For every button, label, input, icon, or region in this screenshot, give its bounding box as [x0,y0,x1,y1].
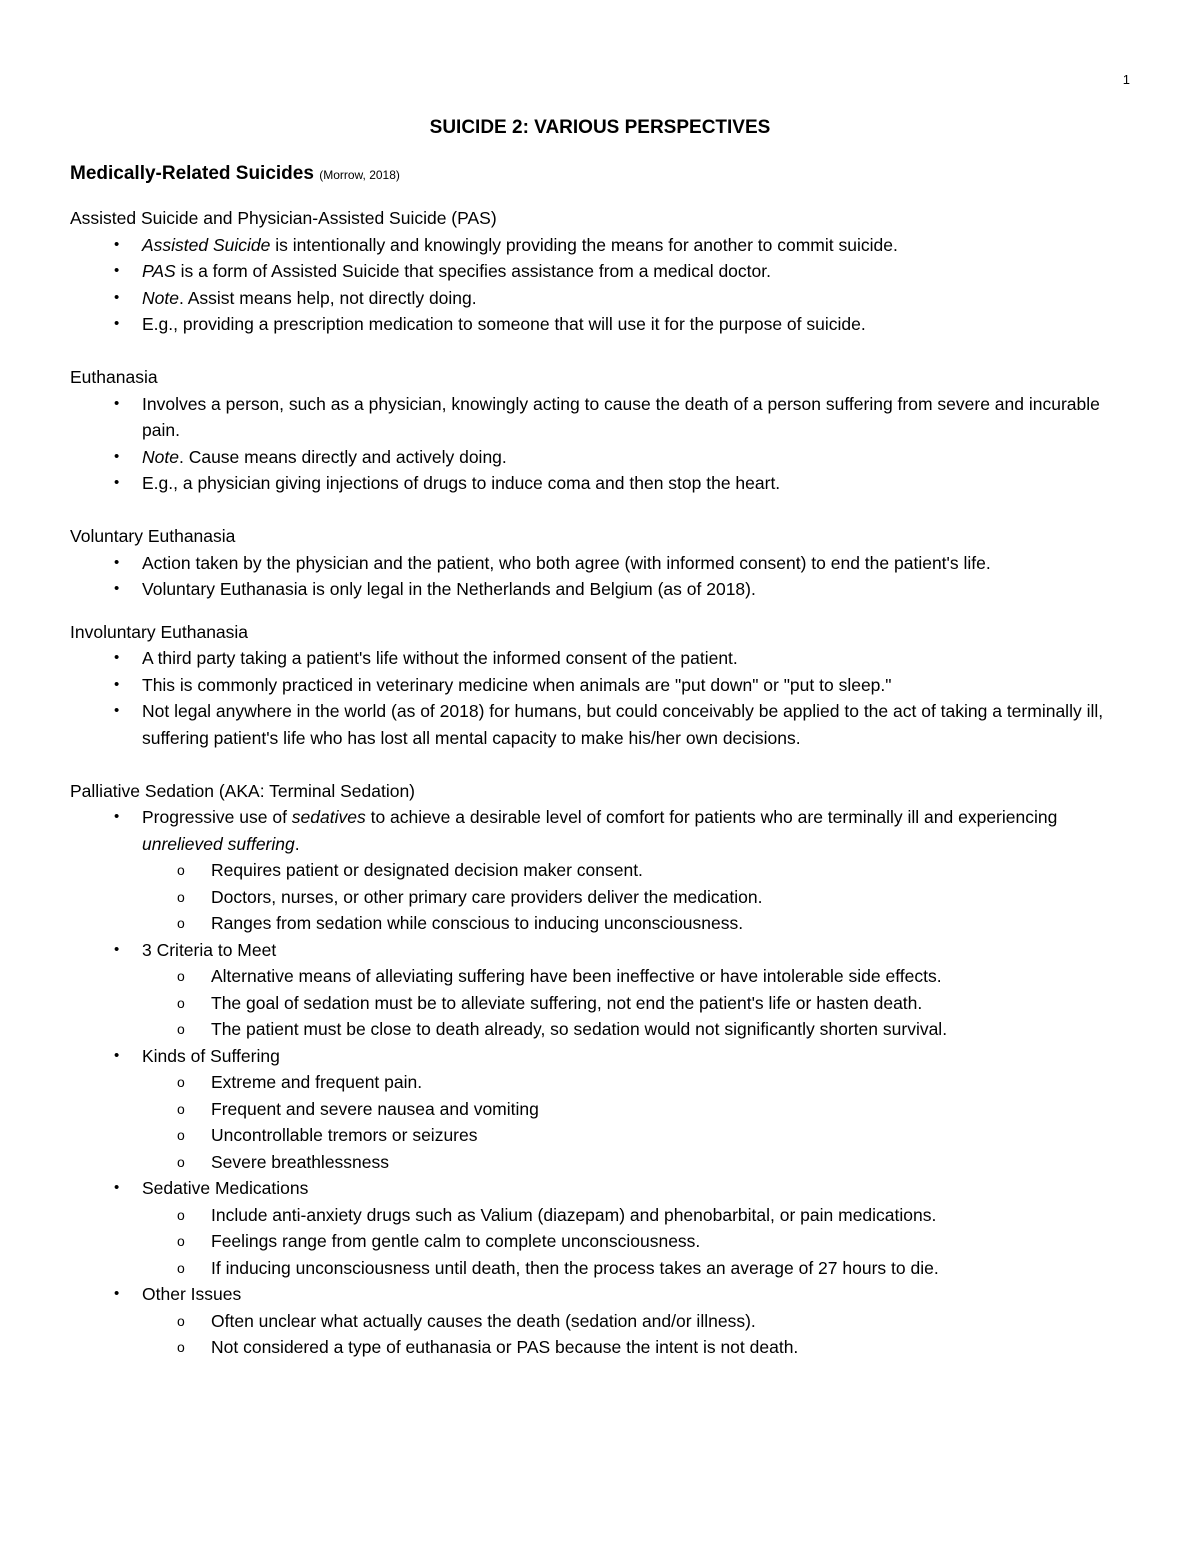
sub-list-item [70,857,1135,884]
bullet-icon: • [114,702,120,719]
sub-list-item [70,990,1135,1017]
term-pas: PAS [142,261,176,281]
list-item [70,550,1135,577]
list-item-text: . Assist means help, not directly doing. [178,287,477,308]
list-item-text: E.g., providing a prescription medication to someone that will use it for the purpose of suicide. [142,314,866,334]
sublist-sedation-use [142,857,1135,937]
list-item [70,645,1135,672]
sub-list-item [70,1069,1135,1096]
sub-bullet-icon: o [177,1233,185,1249]
sublist-criteria [142,963,1135,1043]
list-palliative-sedation [70,804,1135,1361]
list-item-text: is a form of Assisted Suicide that specifies assistance from a medical doctor. [175,261,771,281]
heading-euthanasia: Euthanasia [70,367,158,387]
sub-list-item [70,1228,1135,1255]
sub-list-item [70,1149,1135,1176]
sub-bullet-icon: o [177,1100,185,1117]
term-unrelieved-suffering: unrelieved suffering [142,833,295,854]
section-citation: (Morrow, 2018) [319,168,400,182]
sub-list-item-text: Requires patient or designated decision maker consent. [211,860,643,880]
list-item-text: to achieve a desirable level of comfort for patients who are terminally ill and experiencing [365,807,1058,827]
list-item [70,937,1135,1043]
term-assisted-suicide: Assisted Suicide [142,234,271,255]
bullet-icon: • [114,394,120,412]
sub-list-item [70,1202,1135,1229]
sublist-kinds-of-suffering [142,1069,1135,1175]
bullet-icon: • [114,262,120,279]
list-item [70,232,1135,259]
list-item [70,391,1135,444]
term-note: Note [142,287,179,308]
bullet-icon: • [114,1285,120,1302]
sub-bullet-icon: o [177,915,185,931]
list-item [70,672,1135,699]
sub-list-item-text: Doctors, nurses, or other primary care providers deliver the medication. [211,886,763,907]
sub-list-item [70,1096,1135,1123]
list-item [70,1281,1135,1361]
list-euthanasia [70,391,1135,497]
sub-bullet-icon: o [177,994,185,1011]
sub-list-item [70,1122,1135,1149]
list-item [70,311,1135,338]
list-item-text: Involves a person, such as a physician, knowingly acting to cause the death of a person suffering from severe and incurable pain. [142,393,1100,440]
bullet-icon: • [114,940,120,958]
bullet-icon: • [114,474,120,491]
sub-bullet-icon: o [177,1127,185,1143]
list-item-text: . [294,833,300,854]
sub-list-item [70,1308,1135,1335]
document-title: SUICIDE 2: VARIOUS PERSPECTIVES [429,117,771,138]
sub-list-item [70,1016,1135,1043]
list-item [70,285,1135,312]
sub-bullet-icon: o [177,1339,185,1355]
list-involuntary-euthanasia [70,645,1135,751]
sub-bullet-icon: o [177,1312,185,1329]
sub-list-item [70,1255,1135,1282]
sub-list-item-text: Alternative means of alleviating suffering have been ineffective or have intolerable side effects. [211,966,942,986]
list-item [70,444,1135,471]
sub-bullet-icon: o [177,968,185,984]
sub-list-item-text: Feelings range from gentle calm to complete unconsciousness. [211,1231,701,1251]
bullet-icon: • [114,808,120,825]
page-number: 1 [1122,72,1130,87]
sub-list-item [70,884,1135,911]
list-item [70,1175,1135,1281]
bullet-icon: • [114,315,120,332]
list-item [70,576,1135,603]
list-item-text: Progressive use of [142,807,292,827]
bullet-icon: • [114,553,120,571]
section-heading [70,160,1135,189]
sublist-other-issues [142,1308,1135,1361]
sub-list-item-text: Severe breathlessness [211,1151,390,1172]
sub-list-item [70,1334,1135,1361]
sub-bullet-icon: o [177,1206,185,1223]
list-item-text: Action taken by the physician and the patient, who both agree (with informed consent) to end the patient's life. [142,552,991,573]
document-body [70,160,1135,1361]
sub-bullet-icon: o [177,1153,185,1170]
sub-list-item-text: Uncontrollable tremors or seizures [211,1125,478,1145]
list-item [70,470,1135,497]
list-item-text: Other Issues [142,1284,242,1304]
sublist-sedative-medications [142,1202,1135,1282]
heading-voluntary-euthanasia: Voluntary Euthanasia [70,526,236,546]
bullet-icon: • [114,1046,120,1064]
list-item-text: Sedative Medications [142,1178,309,1198]
list-item-text: Kinds of Suffering [142,1045,280,1066]
bullet-icon: • [114,649,120,666]
section-heading-text: Medically-Related Suicides [70,163,314,184]
sub-bullet-icon: o [177,888,185,905]
list-item-text: 3 Criteria to Meet [142,939,277,960]
bullet-icon: • [114,1179,120,1196]
sub-list-item [70,910,1135,937]
list-item-text: Not legal anywhere in the world (as of 2018) for humans, but could conceivably be applied to the act of taking a terminally ill, suffering patient's life who has lost all mental capacity to make his/her own decisions. [142,701,1104,748]
sub-list-item-text: Include anti-anxiety drugs such as Valium (diazepam) and phenobarbital, or pain medications. [211,1204,937,1225]
term-sedatives: sedatives [291,807,366,827]
list-item-text: is intentionally and knowingly providing the means for another to commit suicide. [270,234,898,255]
bullet-icon: • [114,288,120,306]
sub-bullet-icon: o [177,1021,185,1037]
list-item-text: A third party taking a patient's life without the informed consent of the patient. [142,648,738,668]
list-item-text: Voluntary Euthanasia is only legal in the Netherlands and Belgium (as of 2018). [142,579,756,599]
list-item [70,1043,1135,1176]
sub-list-item-text: The patient must be close to death already, so sedation would not significantly shorten survival. [211,1019,948,1039]
list-item-text: This is commonly practiced in veterinary medicine when animals are "put down" or "put to sleep." [142,674,892,695]
heading-palliative-sedation: Palliative Sedation (AKA: Terminal Sedation) [70,780,416,801]
bullet-icon: • [114,235,120,253]
sub-list-item-text: Ranges from sedation while conscious to inducing unconsciousness. [211,913,744,933]
list-voluntary-euthanasia [70,550,1135,603]
sub-list-item [70,963,1135,990]
sub-bullet-icon: o [177,862,185,878]
term-note: Note [142,446,179,467]
list-assisted-suicide [70,232,1135,338]
sub-bullet-icon: o [177,1074,185,1090]
heading-assisted-suicide: Assisted Suicide and Physician-Assisted Suicide (PAS) [70,208,497,228]
bullet-icon: • [114,580,120,597]
sub-list-item-text: Extreme and frequent pain. [211,1072,423,1092]
sub-list-item-text: If inducing unconsciousness until death, then the process takes an average of 27 hours to die. [211,1257,939,1278]
sub-list-item-text: Not considered a type of euthanasia or PAS because the intent is not death. [211,1337,799,1357]
heading-involuntary-euthanasia: Involuntary Euthanasia [70,621,249,642]
bullet-icon: • [114,447,120,465]
sub-list-item-text: Often unclear what actually causes the death (sedation and/or illness). [211,1310,756,1331]
list-item-text: . Cause means directly and actively doing. [178,446,507,467]
bullet-icon: • [114,675,120,693]
list-item [70,258,1135,285]
sub-list-item-text: The goal of sedation must be to alleviate suffering, not end the patient's life or hasten death. [211,992,923,1013]
sub-list-item-text: Frequent and severe nausea and vomiting [211,1098,539,1119]
sub-bullet-icon: o [177,1259,185,1276]
list-item [70,698,1135,751]
list-item [70,804,1135,937]
list-item-text: E.g., a physician giving injections of drugs to induce coma and then stop the heart. [142,473,781,493]
